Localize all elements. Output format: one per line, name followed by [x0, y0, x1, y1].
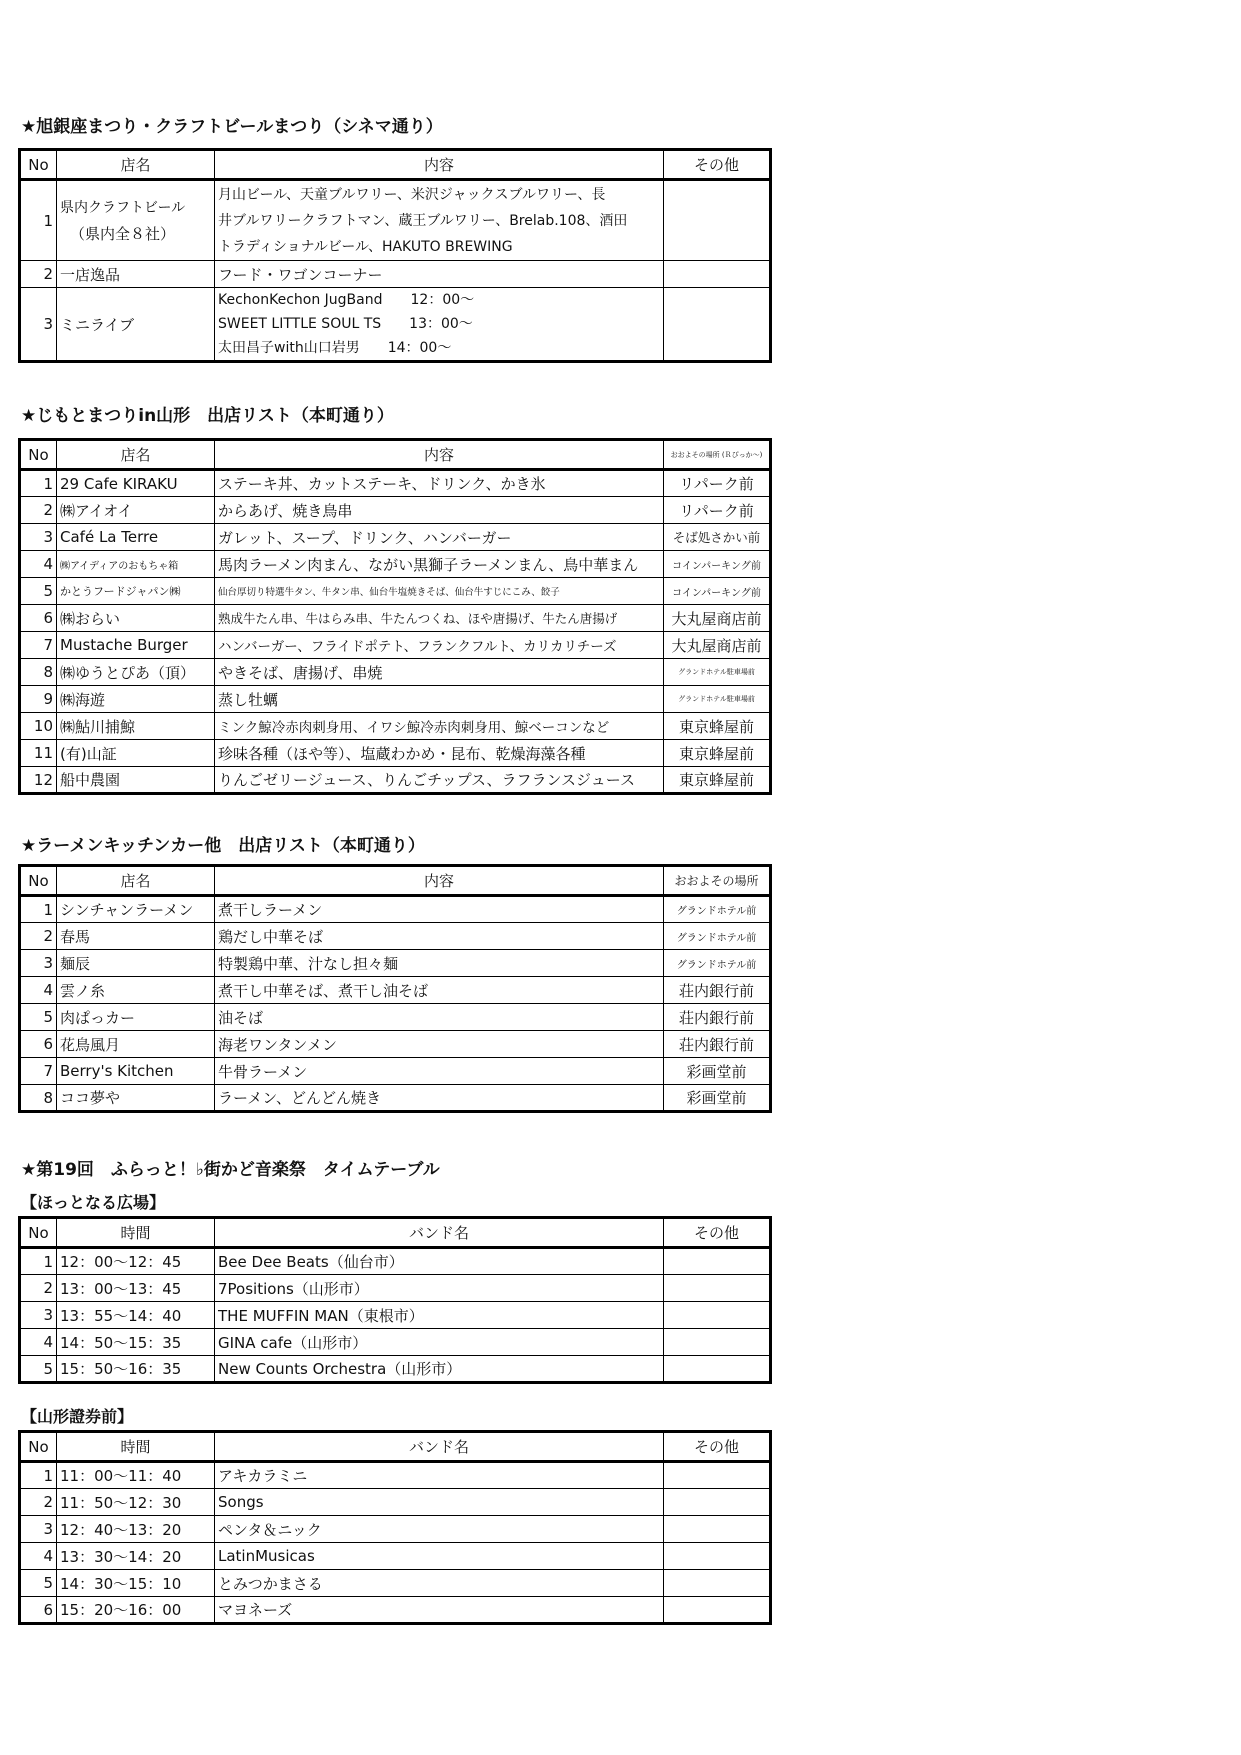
row-time: 14：30～15：10	[57, 1570, 215, 1597]
row-band: Songs	[215, 1489, 664, 1516]
header-content: 内容	[215, 866, 664, 896]
row-band: THE MUFFIN MAN（東根市）	[215, 1302, 664, 1329]
content-line: トラディショナルビール、HAKUTO BREWING	[218, 238, 513, 255]
table-row	[20, 977, 771, 1004]
table-row	[20, 632, 771, 659]
row-location: そば処さかい前	[664, 524, 771, 551]
table-row	[20, 740, 771, 767]
row-shop: 29 Cafe KIRAKU	[57, 470, 215, 497]
row-content: 馬肉ラーメン肉まん、ながい黒獅子ラーメンまん、鳥中華まん	[215, 551, 664, 578]
row-location: 東京蜂屋前	[664, 740, 771, 767]
stage2-title: 【山形證券前】	[21, 1407, 134, 1426]
row-other	[664, 1248, 771, 1275]
section4-title: ★第19回 ふらっと！♭街かど音楽祭 タイムテーブル	[21, 1160, 440, 1180]
row-band: マヨネーズ	[215, 1597, 664, 1624]
row-shop: 肉ぱっカー	[57, 1004, 215, 1031]
row-no: 4	[20, 977, 57, 1004]
performance-time: 14：00～	[387, 340, 452, 356]
table-row	[20, 767, 771, 794]
row-shop: 麺辰	[57, 950, 215, 977]
table-row	[20, 950, 771, 977]
row-location: 彩画堂前	[664, 1085, 771, 1112]
row-shop: ㈱アイオイ	[57, 497, 215, 524]
row-other	[664, 1275, 771, 1302]
row-no: 4	[20, 1329, 57, 1356]
row-shop: 雲ノ糸	[57, 977, 215, 1004]
row-location: リパーク前	[664, 497, 771, 524]
row-other	[664, 1302, 771, 1329]
section2-title: ★じもとまつりin山形 出店リスト（本町通り）	[21, 406, 394, 426]
header-shop: 店名	[57, 150, 215, 180]
row-no: 3	[20, 288, 57, 362]
row-no: 2	[20, 1489, 57, 1516]
row-content: 煮干し中華そば、煮干し油そば	[215, 977, 664, 1004]
row-shop: ココ夢や	[57, 1085, 215, 1112]
row-location: グランドホテル前	[664, 950, 771, 977]
header-no: No	[20, 150, 57, 180]
row-shop: ㈱鮎川捕鯨	[57, 713, 215, 740]
table-row	[20, 1004, 771, 1031]
table-row	[20, 1302, 771, 1329]
row-location: グランドホテル駐車場前	[664, 686, 771, 713]
content-line	[218, 288, 660, 312]
row-location: 大丸屋商店前	[664, 605, 771, 632]
table-row	[20, 1489, 771, 1516]
stage1-title: 【ほっとなる広場】	[21, 1193, 166, 1212]
row-time: 11：50～12：30	[57, 1489, 215, 1516]
row-location: 東京蜂屋前	[664, 713, 771, 740]
row-time: 13：55～14：40	[57, 1302, 215, 1329]
performer-name: 太田昌子with山口岩男	[218, 340, 360, 356]
row-shop: 花鳥風月	[57, 1031, 215, 1058]
row-location: グランドホテル駐車場前	[664, 659, 771, 686]
row-other	[664, 1570, 771, 1597]
row-content: 牛骨ラーメン	[215, 1058, 664, 1085]
row-content: 熟成牛たん串、牛はらみ串、牛たんつくね、ほや唐揚げ、牛たん唐揚げ	[215, 605, 664, 632]
row-no: 3	[20, 950, 57, 977]
row-other	[664, 261, 771, 288]
row-content: ミンク鯨冷赤肉刺身用、イワシ鯨冷赤肉刺身用、鯨ベーコンなど	[215, 713, 664, 740]
row-no: 2	[20, 497, 57, 524]
row-location: 荘内銀行前	[664, 977, 771, 1004]
table-row	[20, 1031, 771, 1058]
shop-line: 県内クラフトビール	[60, 199, 186, 216]
stage2-timetable	[18, 1430, 772, 1625]
header-content: 内容	[215, 150, 664, 180]
table-row	[20, 1356, 771, 1383]
row-location: リパーク前	[664, 470, 771, 497]
row-time: 13：30～14：20	[57, 1543, 215, 1570]
row-content: やきそば、唐揚げ、串焼	[215, 659, 664, 686]
table-row	[20, 686, 771, 713]
row-shop: Berry's Kitchen	[57, 1058, 215, 1085]
table-row	[20, 1329, 771, 1356]
row-other	[664, 180, 771, 261]
row-band: LatinMusicas	[215, 1543, 664, 1570]
table-row	[20, 1570, 771, 1597]
table-row	[20, 261, 771, 288]
table-row	[20, 551, 771, 578]
row-no: 5	[20, 1356, 57, 1383]
row-content: 鶏だし中華そば	[215, 923, 664, 950]
row-content: ガレット、スープ、ドリンク、ハンバーガー	[215, 524, 664, 551]
row-content: 煮干しラーメン	[215, 896, 664, 923]
section3-title: ★ラーメンキッチンカー他 出店リスト（本町通り）	[21, 836, 425, 856]
table-row	[20, 1058, 771, 1085]
row-shop: 一店逸品	[57, 261, 215, 288]
performance-time: 12：00～	[410, 292, 475, 308]
row-no: 8	[20, 1085, 57, 1112]
row-content: ステーキ丼、カットステーキ、ドリンク、かき氷	[215, 470, 664, 497]
table-row	[20, 288, 771, 362]
performer-name: SWEET LITTLE SOUL TS	[218, 316, 382, 332]
row-location: 彩画堂前	[664, 1058, 771, 1085]
content-line	[218, 336, 660, 360]
header-location: おおよその場所 (Ｒぴっか～)	[664, 440, 771, 470]
row-shop: Mustache Burger	[57, 632, 215, 659]
row-no: 2	[20, 261, 57, 288]
table-row	[20, 1462, 771, 1489]
row-other	[664, 1356, 771, 1383]
table-header-row	[20, 150, 771, 180]
row-shop: シンチャンラーメン	[57, 896, 215, 923]
row-location: 大丸屋商店前	[664, 632, 771, 659]
table-row	[20, 180, 771, 261]
row-content: 特製鶏中華、汁なし担々麺	[215, 950, 664, 977]
row-content	[215, 288, 664, 362]
row-no: 3	[20, 1516, 57, 1543]
header-no: No	[20, 1218, 57, 1248]
table-header-row	[20, 1432, 771, 1462]
row-shop: 船中農園	[57, 767, 215, 794]
row-no: 11	[20, 740, 57, 767]
row-location: コインパーキング前	[664, 551, 771, 578]
jimoto-matsuri-table	[18, 438, 772, 795]
row-band: 7Positions（山形市）	[215, 1275, 664, 1302]
row-content: ラーメン、どんどん焼き	[215, 1085, 664, 1112]
table-row	[20, 1543, 771, 1570]
shop-line: （県内全８社）	[70, 224, 176, 243]
row-shop: ㈱アイディアのおもちゃ箱	[57, 551, 215, 578]
header-other: その他	[664, 1218, 771, 1248]
row-shop: かとうフードジャパン㈱	[57, 578, 215, 605]
row-band: Bee Dee Beats（仙台市）	[215, 1248, 664, 1275]
row-other	[664, 1597, 771, 1624]
row-shop: ㈱おらい	[57, 605, 215, 632]
row-no: 6	[20, 1031, 57, 1058]
row-other	[664, 1329, 771, 1356]
row-no: 6	[20, 605, 57, 632]
row-location: 荘内銀行前	[664, 1004, 771, 1031]
row-time: 11：00～11：40	[57, 1462, 215, 1489]
table-row	[20, 524, 771, 551]
ramen-kitchen-car-table	[18, 864, 772, 1113]
header-shop: 店名	[57, 866, 215, 896]
row-location: コインパーキング前	[664, 578, 771, 605]
row-no: 7	[20, 1058, 57, 1085]
row-no: 1	[20, 180, 57, 261]
content-line: 月山ビール、天童ブルワリー、米沢ジャックスブルワリー、長	[218, 186, 606, 203]
row-other	[664, 1543, 771, 1570]
row-no: 2	[20, 1275, 57, 1302]
table-row	[20, 659, 771, 686]
row-shop: ㈱海遊	[57, 686, 215, 713]
row-no: 1	[20, 1462, 57, 1489]
row-band: GINA cafe（山形市）	[215, 1329, 664, 1356]
row-content: ハンバーガー、フライドポテト、フランクフルト、カリカリチーズ	[215, 632, 664, 659]
row-content	[215, 180, 664, 261]
row-location: 東京蜂屋前	[664, 767, 771, 794]
row-content: 蒸し牡蠣	[215, 686, 664, 713]
row-no: 3	[20, 524, 57, 551]
row-no: 8	[20, 659, 57, 686]
header-no: No	[20, 866, 57, 896]
header-no: No	[20, 440, 57, 470]
row-no: 9	[20, 686, 57, 713]
header-time: 時間	[57, 1432, 215, 1462]
header-shop: 店名	[57, 440, 215, 470]
row-content: りんごゼリージュース、りんごチップス、ラフランスジュース	[215, 767, 664, 794]
header-band: バンド名	[215, 1432, 664, 1462]
header-band: バンド名	[215, 1218, 664, 1248]
row-content: 油そば	[215, 1004, 664, 1031]
table-header-row	[20, 1218, 771, 1248]
craft-beer-table	[18, 148, 772, 363]
row-location: 荘内銀行前	[664, 1031, 771, 1058]
row-shop: (有)山証	[57, 740, 215, 767]
row-band: New Counts Orchestra（山形市）	[215, 1356, 664, 1383]
row-no: 12	[20, 767, 57, 794]
row-no: 3	[20, 1302, 57, 1329]
header-other: その他	[664, 150, 771, 180]
row-other	[664, 1489, 771, 1516]
header-location: おおよその場所	[664, 866, 771, 896]
performer-name: KechonKechon JugBand	[218, 292, 383, 308]
row-no: 5	[20, 578, 57, 605]
table-row	[20, 1275, 771, 1302]
table-header-row	[20, 440, 771, 470]
table-row	[20, 1597, 771, 1624]
row-no: 1	[20, 470, 57, 497]
row-time: 12：40～13：20	[57, 1516, 215, 1543]
row-band: アキカラミニ	[215, 1462, 664, 1489]
row-no: 6	[20, 1597, 57, 1624]
header-no: No	[20, 1432, 57, 1462]
table-row	[20, 1516, 771, 1543]
table-row	[20, 497, 771, 524]
row-shop	[57, 180, 215, 261]
row-no: 4	[20, 1543, 57, 1570]
row-no: 5	[20, 1004, 57, 1031]
row-content: 仙台厚切り特選牛タン、牛タン串、仙台牛塩焼きそば、仙台牛すじにこみ、餃子	[215, 578, 664, 605]
content-line	[218, 312, 660, 336]
section1-title: ★旭銀座まつり・クラフトビールまつり（シネマ通り）	[21, 117, 443, 137]
table-row	[20, 605, 771, 632]
performance-time: 13：00～	[409, 316, 473, 332]
row-shop: ミニライブ	[57, 288, 215, 362]
row-time: 15：20～16：00	[57, 1597, 215, 1624]
row-time: 12：00～12：45	[57, 1248, 215, 1275]
row-no: 1	[20, 896, 57, 923]
header-content: 内容	[215, 440, 664, 470]
table-header-row	[20, 866, 771, 896]
row-content: 珍味各種（ほや等）、塩蔵わかめ・昆布、乾燥海藻各種	[215, 740, 664, 767]
content-line: 井ブルワリークラフトマン、蔵王ブルワリー、Brelab.108、酒田	[218, 212, 628, 229]
table-row	[20, 1248, 771, 1275]
row-time: 13：00～13：45	[57, 1275, 215, 1302]
row-no: 1	[20, 1248, 57, 1275]
row-shop: ㈱ゆうとぴあ（頂）	[57, 659, 215, 686]
table-row	[20, 470, 771, 497]
row-no: 2	[20, 923, 57, 950]
row-no: 5	[20, 1570, 57, 1597]
row-no: 10	[20, 713, 57, 740]
row-band: とみつかまさる	[215, 1570, 664, 1597]
row-location: グランドホテル前	[664, 896, 771, 923]
row-time: 14：50～15：35	[57, 1329, 215, 1356]
table-row	[20, 896, 771, 923]
row-no: 7	[20, 632, 57, 659]
row-content: 海老ワンタンメン	[215, 1031, 664, 1058]
row-band: ペンタ＆ニック	[215, 1516, 664, 1543]
row-shop: 春馬	[57, 923, 215, 950]
header-other: その他	[664, 1432, 771, 1462]
row-content: からあげ、焼き鳥串	[215, 497, 664, 524]
row-content: フード・ワゴンコーナー	[215, 261, 664, 288]
stage1-timetable	[18, 1216, 772, 1384]
header-time: 時間	[57, 1218, 215, 1248]
table-row	[20, 923, 771, 950]
row-no: 4	[20, 551, 57, 578]
table-row	[20, 1085, 771, 1112]
row-other	[664, 1462, 771, 1489]
table-row	[20, 713, 771, 740]
row-other	[664, 288, 771, 362]
row-location: グランドホテル前	[664, 923, 771, 950]
row-shop: Café La Terre	[57, 524, 215, 551]
row-other	[664, 1516, 771, 1543]
row-time: 15：50～16：35	[57, 1356, 215, 1383]
table-row	[20, 578, 771, 605]
